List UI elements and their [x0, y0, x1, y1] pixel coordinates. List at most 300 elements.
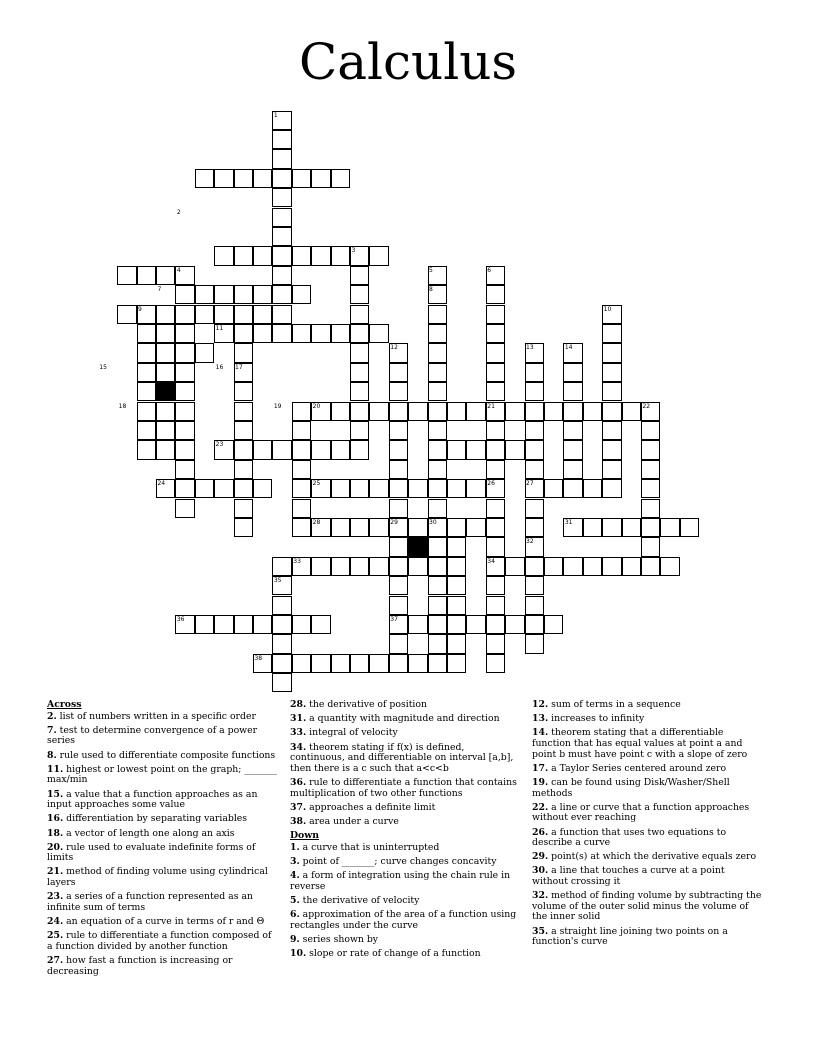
grid-cell[interactable] — [408, 518, 427, 537]
grid-cell[interactable] — [428, 537, 447, 556]
grid-cell[interactable] — [583, 518, 602, 537]
grid-cell[interactable] — [234, 169, 253, 188]
down-clue — [532, 891, 762, 923]
grid-cell[interactable] — [234, 402, 253, 421]
grid-cell[interactable] — [525, 596, 544, 615]
grid-cell[interactable] — [563, 421, 582, 440]
grid-cell[interactable] — [466, 518, 485, 537]
grid-cell[interactable] — [544, 615, 563, 634]
grid-cell[interactable] — [428, 460, 447, 479]
down-clue — [290, 871, 520, 892]
grid-cell[interactable] — [156, 421, 175, 440]
grid-cell[interactable] — [272, 634, 291, 653]
grid-cell[interactable] — [311, 169, 330, 188]
grid-cell[interactable] — [525, 382, 544, 401]
grid-cell[interactable] — [331, 479, 350, 498]
grid-cell[interactable] — [292, 324, 311, 343]
grid-cell[interactable] — [195, 343, 214, 362]
grid-cell[interactable] — [583, 402, 602, 421]
grid-cell[interactable] — [486, 324, 505, 343]
grid-cell[interactable] — [272, 130, 291, 149]
grid-cell[interactable] — [602, 421, 621, 440]
grid-cell[interactable] — [525, 576, 544, 595]
grid-cell[interactable] — [389, 440, 408, 459]
grid-cell[interactable] — [369, 402, 388, 421]
grid-cell[interactable] — [408, 402, 427, 421]
grid-cell[interactable] — [214, 246, 233, 265]
grid-cell[interactable] — [350, 557, 369, 576]
grid-cell[interactable] — [428, 343, 447, 362]
grid-cell[interactable] — [447, 518, 466, 537]
clue-text: a series of a function represented as an infinite sum of terms — [47, 891, 253, 913]
grid-cell[interactable] — [156, 402, 175, 421]
grid-cell[interactable] — [137, 266, 156, 285]
clue-text: rule to differentiate a function that contains multiplication of two other functions — [290, 776, 517, 799]
grid-cell[interactable] — [389, 402, 408, 421]
cell-number: 24 — [157, 480, 166, 488]
grid-cell[interactable] — [408, 615, 427, 634]
clue-text: a value that a function approaches as an input approaches some value — [47, 788, 258, 811]
clue-number: 34. — [290, 741, 307, 753]
grid-cell[interactable] — [602, 479, 621, 498]
grid-cell[interactable] — [583, 479, 602, 498]
grid-cell[interactable] — [234, 421, 253, 440]
grid-cell[interactable] — [641, 460, 660, 479]
grid-cell[interactable] — [622, 402, 641, 421]
across-clue — [47, 892, 277, 913]
clue-text: point of _______; curve changes concavity — [299, 855, 497, 867]
grid-cell[interactable] — [428, 576, 447, 595]
grid-cell[interactable] — [505, 557, 524, 576]
grid-cell[interactable] — [137, 382, 156, 401]
grid-cell[interactable] — [447, 402, 466, 421]
grid-cell[interactable] — [428, 363, 447, 382]
grid-cell[interactable] — [447, 537, 466, 556]
grid-cell[interactable] — [525, 402, 544, 421]
grid-cell[interactable] — [544, 557, 563, 576]
grid-cell[interactable] — [486, 343, 505, 362]
grid-cell[interactable] — [486, 537, 505, 556]
grid-cell[interactable] — [272, 246, 291, 265]
grid-cell[interactable] — [447, 479, 466, 498]
grid-cell[interactable] — [292, 654, 311, 673]
grid-cell[interactable] — [544, 402, 563, 421]
grid-cell[interactable] — [175, 343, 194, 362]
grid-cell[interactable] — [486, 382, 505, 401]
grid-cell[interactable] — [214, 479, 233, 498]
grid-cell[interactable] — [660, 557, 679, 576]
cell-number: 21 — [487, 402, 495, 410]
grid-cell[interactable] — [389, 460, 408, 479]
grid-cell[interactable] — [175, 305, 194, 324]
across-clue — [47, 765, 277, 786]
grid-cell[interactable] — [117, 305, 136, 324]
cell-number: 35 — [273, 577, 282, 585]
grid-cell[interactable] — [311, 246, 330, 265]
grid-cell[interactable] — [428, 305, 447, 324]
grid-cell[interactable] — [466, 479, 485, 498]
grid-cell[interactable] — [292, 421, 311, 440]
grid-cell[interactable] — [234, 324, 253, 343]
grid-cell[interactable] — [292, 479, 311, 498]
grid-cell[interactable] — [641, 537, 660, 556]
grid-cell[interactable] — [350, 305, 369, 324]
grid-cell[interactable] — [428, 382, 447, 401]
grid-cell[interactable] — [350, 654, 369, 673]
grid-cell[interactable] — [195, 169, 214, 188]
grid-cell[interactable] — [272, 654, 291, 673]
grid-cell[interactable] — [292, 440, 311, 459]
grid-cell[interactable] — [331, 324, 350, 343]
grid-cell[interactable] — [137, 440, 156, 459]
grid-cell[interactable] — [428, 557, 447, 576]
grid-cell[interactable] — [350, 266, 369, 285]
grid-cell[interactable] — [447, 596, 466, 615]
down-clue — [532, 852, 762, 863]
across-clue — [290, 728, 520, 739]
grid-cell[interactable] — [350, 402, 369, 421]
grid-cell[interactable] — [466, 440, 485, 459]
grid-cell[interactable] — [563, 440, 582, 459]
grid-cell[interactable] — [525, 363, 544, 382]
grid-cell[interactable] — [486, 596, 505, 615]
grid-cell[interactable] — [195, 285, 214, 304]
grid-cell[interactable] — [175, 382, 194, 401]
grid-cell[interactable] — [214, 305, 233, 324]
grid-cell[interactable] — [486, 421, 505, 440]
grid-cell[interactable] — [234, 343, 253, 362]
grid-cell[interactable] — [486, 518, 505, 537]
cell-number: 36 — [176, 615, 185, 623]
clue-text: a quantity with magnitude and direction — [306, 713, 500, 725]
grid-cell[interactable] — [447, 654, 466, 673]
grid-cell[interactable] — [253, 246, 272, 265]
grid-cell[interactable] — [369, 654, 388, 673]
grid-cell[interactable] — [525, 421, 544, 440]
grid-cell[interactable] — [272, 305, 291, 324]
grid-cell[interactable] — [272, 266, 291, 285]
grid-cell[interactable] — [272, 615, 291, 634]
grid-cell[interactable] — [350, 440, 369, 459]
grid-cell[interactable] — [525, 557, 544, 576]
grid-cell[interactable] — [505, 402, 524, 421]
grid-cell[interactable] — [486, 499, 505, 518]
grid-cell[interactable] — [428, 324, 447, 343]
grid-cell[interactable] — [137, 421, 156, 440]
grid-cell[interactable] — [408, 557, 427, 576]
grid-cell[interactable] — [331, 654, 350, 673]
grid-cell[interactable] — [466, 402, 485, 421]
grid-cell[interactable] — [175, 402, 194, 421]
grid-cell[interactable] — [214, 615, 233, 634]
grid-cell[interactable] — [505, 615, 524, 634]
grid-cell[interactable] — [486, 305, 505, 324]
grid-cell[interactable] — [272, 673, 291, 692]
grid-cell[interactable] — [447, 576, 466, 595]
grid-cell[interactable] — [447, 440, 466, 459]
grid-cell[interactable] — [428, 654, 447, 673]
across-clue — [47, 751, 277, 762]
grid-cell[interactable] — [428, 479, 447, 498]
grid-cell[interactable] — [602, 460, 621, 479]
grid-cell[interactable] — [253, 615, 272, 634]
grid-cell[interactable] — [369, 324, 388, 343]
across-clue — [47, 712, 277, 723]
grid-cell[interactable] — [234, 285, 253, 304]
grid-cell[interactable] — [253, 305, 272, 324]
down-clue — [290, 910, 520, 931]
grid-cell[interactable] — [292, 499, 311, 518]
clue-text: the derivative of velocity — [299, 894, 420, 906]
grid-cell[interactable] — [272, 149, 291, 168]
grid-cell[interactable] — [428, 615, 447, 634]
grid-cell[interactable] — [234, 518, 253, 537]
clues-column-1 — [47, 700, 277, 981]
grid-cell[interactable] — [272, 208, 291, 227]
grid-cell[interactable] — [369, 518, 388, 537]
grid-cell[interactable] — [563, 382, 582, 401]
grid-cell[interactable] — [331, 557, 350, 576]
grid-cell[interactable] — [311, 324, 330, 343]
grid-cell[interactable] — [195, 305, 214, 324]
grid-cell[interactable] — [272, 169, 291, 188]
grid-block — [156, 382, 175, 401]
grid-cell[interactable] — [389, 421, 408, 440]
grid-cell[interactable] — [622, 518, 641, 537]
grid-cell[interactable] — [234, 499, 253, 518]
grid-cell[interactable] — [525, 460, 544, 479]
grid-cell[interactable] — [175, 499, 194, 518]
grid-cell[interactable] — [292, 402, 311, 421]
grid-cell[interactable] — [369, 479, 388, 498]
grid-cell[interactable] — [563, 557, 582, 576]
grid-cell[interactable] — [234, 479, 253, 498]
grid-cell[interactable] — [253, 479, 272, 498]
grid-cell[interactable] — [544, 479, 563, 498]
grid-cell[interactable] — [389, 654, 408, 673]
grid-cell[interactable] — [214, 169, 233, 188]
grid-cell[interactable] — [311, 654, 330, 673]
grid-cell[interactable] — [350, 382, 369, 401]
grid-cell[interactable] — [622, 557, 641, 576]
grid-cell[interactable] — [602, 557, 621, 576]
grid-cell[interactable] — [234, 305, 253, 324]
grid-cell[interactable] — [156, 440, 175, 459]
grid-cell[interactable] — [389, 596, 408, 615]
grid-cell[interactable] — [486, 440, 505, 459]
grid-cell[interactable] — [408, 479, 427, 498]
grid-cell[interactable] — [641, 421, 660, 440]
grid-cell[interactable] — [350, 363, 369, 382]
grid-cell[interactable] — [292, 615, 311, 634]
grid-cell[interactable] — [331, 169, 350, 188]
grid-cell[interactable] — [234, 246, 253, 265]
grid-cell[interactable] — [292, 518, 311, 537]
clue-number: 25. — [47, 930, 64, 942]
grid-cell[interactable] — [292, 246, 311, 265]
grid-cell[interactable] — [486, 654, 505, 673]
cell-number: 34 — [487, 557, 495, 565]
grid-cell[interactable] — [486, 634, 505, 653]
grid-cell[interactable] — [311, 615, 330, 634]
grid-cell[interactable] — [350, 285, 369, 304]
grid-cell[interactable] — [447, 615, 466, 634]
clue-text: increases to infinity — [548, 713, 645, 725]
grid-cell[interactable] — [389, 537, 408, 556]
grid-cell[interactable] — [428, 421, 447, 440]
grid-cell[interactable] — [234, 615, 253, 634]
grid-cell[interactable] — [602, 382, 621, 401]
grid-cell[interactable] — [408, 654, 427, 673]
grid-cell[interactable] — [486, 363, 505, 382]
grid-cell[interactable] — [311, 557, 330, 576]
grid-cell[interactable] — [350, 479, 369, 498]
grid-cell[interactable] — [156, 324, 175, 343]
grid-cell[interactable] — [428, 402, 447, 421]
grid-cell[interactable] — [602, 402, 621, 421]
grid-cell[interactable] — [389, 576, 408, 595]
grid-cell[interactable] — [447, 634, 466, 653]
grid-cell[interactable] — [311, 440, 330, 459]
grid-cell[interactable] — [350, 324, 369, 343]
grid-cell[interactable] — [331, 518, 350, 537]
grid-cell[interactable] — [292, 285, 311, 304]
grid-cell[interactable] — [428, 440, 447, 459]
grid-cell[interactable] — [292, 169, 311, 188]
grid-cell[interactable] — [253, 169, 272, 188]
grid-cell[interactable] — [641, 557, 660, 576]
cell-number: 25 — [312, 480, 321, 488]
grid-cell[interactable] — [369, 246, 388, 265]
grid-cell[interactable] — [175, 324, 194, 343]
grid-cell[interactable] — [331, 402, 350, 421]
grid-cell[interactable] — [641, 499, 660, 518]
cell-number: 32 — [526, 538, 534, 546]
cell-number: 5 — [429, 266, 433, 274]
grid-cell[interactable] — [117, 266, 136, 285]
grid-cell[interactable] — [234, 440, 253, 459]
grid-cell[interactable] — [428, 499, 447, 518]
grid-cell[interactable] — [156, 363, 175, 382]
grid-cell[interactable] — [350, 518, 369, 537]
grid-cell[interactable] — [486, 285, 505, 304]
grid-cell[interactable] — [660, 518, 679, 537]
grid-cell[interactable] — [389, 363, 408, 382]
cell-number: 27 — [526, 480, 534, 488]
grid-cell[interactable] — [389, 557, 408, 576]
grid-cell[interactable] — [369, 557, 388, 576]
grid-cell[interactable] — [563, 402, 582, 421]
grid-cell[interactable] — [331, 246, 350, 265]
across-clue — [290, 778, 520, 799]
grid-cell[interactable] — [234, 460, 253, 479]
grid-cell[interactable] — [350, 343, 369, 362]
grid-cell[interactable] — [486, 576, 505, 595]
grid-cell[interactable] — [389, 382, 408, 401]
grid-cell[interactable] — [137, 343, 156, 362]
grid-cell[interactable] — [272, 440, 291, 459]
grid-cell[interactable] — [175, 440, 194, 459]
grid-cell[interactable] — [641, 440, 660, 459]
grid-cell[interactable] — [214, 285, 233, 304]
grid-cell[interactable] — [272, 324, 291, 343]
grid-cell[interactable] — [525, 440, 544, 459]
grid-cell[interactable] — [525, 615, 544, 634]
clue-number: 3. — [290, 855, 300, 867]
grid-cell[interactable] — [331, 440, 350, 459]
grid-cell[interactable] — [137, 363, 156, 382]
clue-text: area under a curve — [306, 815, 399, 827]
grid-cell[interactable] — [563, 479, 582, 498]
grid-cell[interactable] — [272, 188, 291, 207]
grid-cell[interactable] — [563, 460, 582, 479]
grid-cell[interactable] — [525, 499, 544, 518]
grid-cell[interactable] — [447, 557, 466, 576]
grid-cell[interactable] — [156, 266, 175, 285]
grid-cell[interactable] — [505, 440, 524, 459]
grid-cell[interactable] — [253, 324, 272, 343]
grid-cell[interactable] — [583, 557, 602, 576]
grid-cell[interactable] — [602, 518, 621, 537]
grid-cell[interactable] — [428, 634, 447, 653]
grid-cell[interactable] — [602, 363, 621, 382]
cell-number: 14 — [564, 344, 573, 352]
grid-cell[interactable] — [563, 363, 582, 382]
grid-cell[interactable] — [272, 285, 291, 304]
grid-cell[interactable] — [195, 479, 214, 498]
grid-cell[interactable] — [175, 363, 194, 382]
grid-cell[interactable] — [137, 402, 156, 421]
grid-cell[interactable] — [272, 557, 291, 576]
grid-cell[interactable] — [156, 343, 175, 362]
across-clue — [290, 743, 520, 775]
grid-cell[interactable] — [175, 460, 194, 479]
grid-cell[interactable] — [428, 596, 447, 615]
grid-cell[interactable] — [602, 324, 621, 343]
grid-cell[interactable] — [486, 615, 505, 634]
grid-cell[interactable] — [525, 634, 544, 653]
grid-cell[interactable] — [137, 324, 156, 343]
grid-cell[interactable] — [641, 479, 660, 498]
grid-cell[interactable] — [466, 615, 485, 634]
grid-cell[interactable] — [253, 440, 272, 459]
grid-cell[interactable] — [272, 227, 291, 246]
grid-cell[interactable] — [641, 518, 660, 537]
grid-cell[interactable] — [234, 382, 253, 401]
grid-cell[interactable] — [602, 343, 621, 362]
grid-cell[interactable] — [175, 285, 194, 304]
grid-cell[interactable] — [602, 440, 621, 459]
grid-cell[interactable] — [292, 460, 311, 479]
grid-cell[interactable] — [389, 634, 408, 653]
clue-number: 15. — [47, 788, 64, 800]
grid-cell[interactable] — [525, 518, 544, 537]
grid-cell[interactable] — [195, 615, 214, 634]
grid-cell[interactable] — [272, 596, 291, 615]
cell-number: 11 — [215, 324, 224, 332]
grid-cell[interactable] — [350, 421, 369, 440]
grid-cell[interactable] — [680, 518, 699, 537]
grid-cell[interactable] — [389, 479, 408, 498]
grid-cell[interactable] — [156, 305, 175, 324]
grid-cell[interactable] — [253, 285, 272, 304]
clue-text: a straight line joining two points on a function's curve — [532, 925, 728, 948]
clue-number: 4. — [290, 870, 300, 882]
grid-cell[interactable] — [389, 499, 408, 518]
grid-cell[interactable] — [486, 460, 505, 479]
grid-cell[interactable] — [175, 421, 194, 440]
grid-cell[interactable] — [175, 479, 194, 498]
